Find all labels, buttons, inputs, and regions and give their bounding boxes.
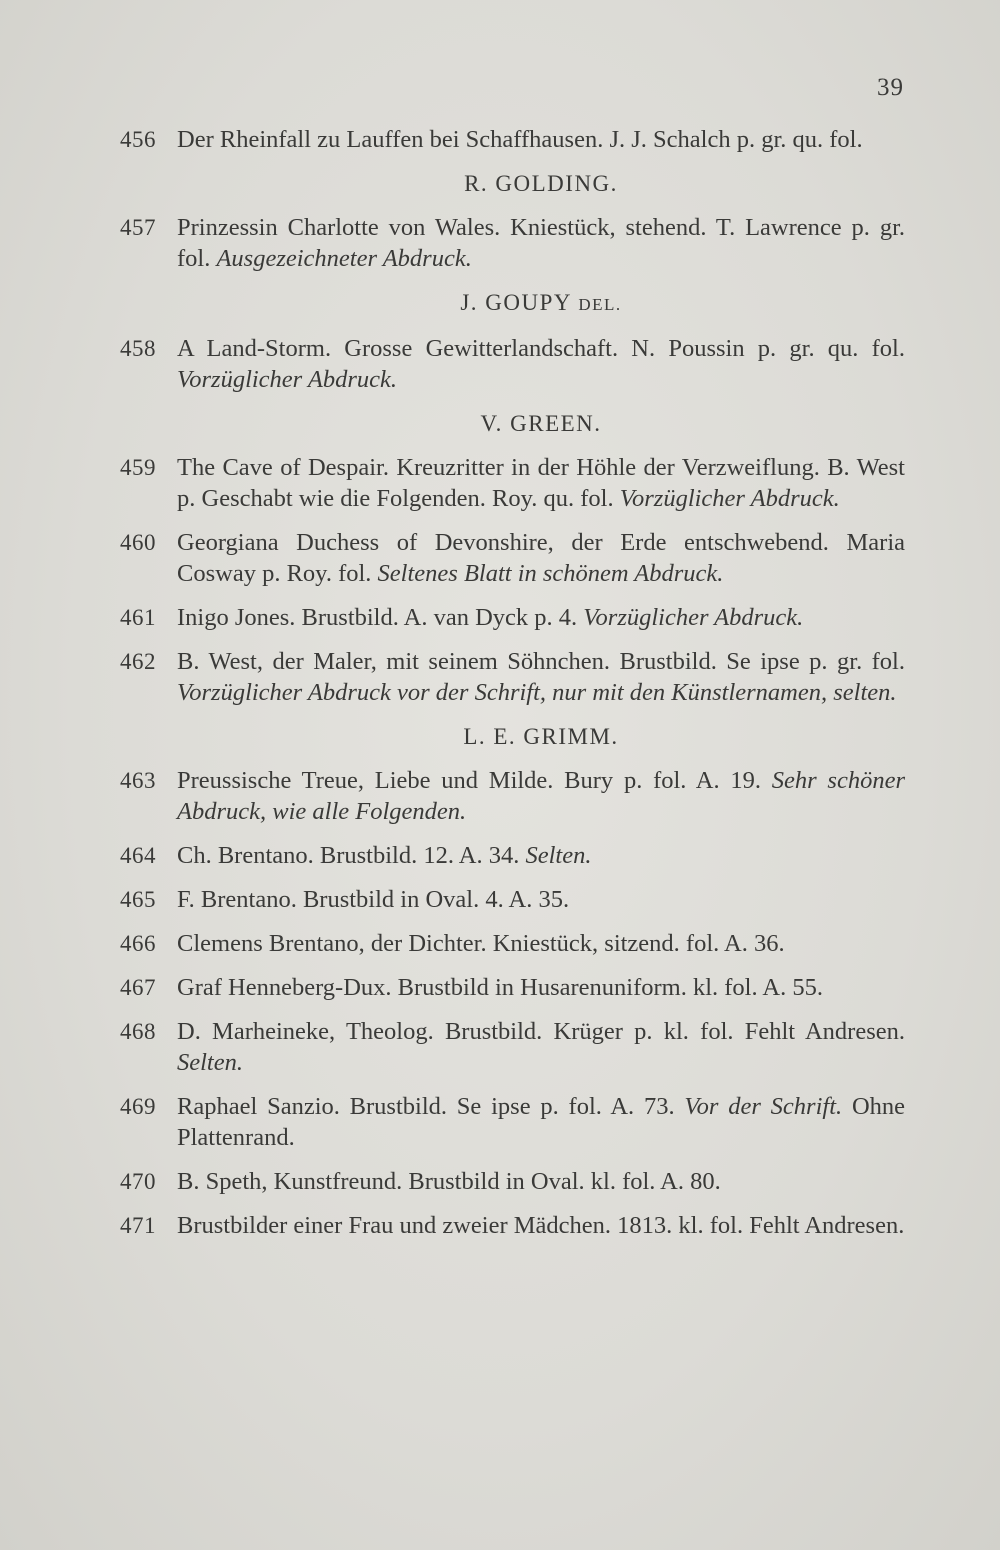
- entry-number: 466: [120, 931, 156, 956]
- catalog-entry: [120, 928, 905, 959]
- entry-number: 460: [120, 530, 156, 555]
- page-number: 39: [877, 74, 904, 101]
- catalog-entry: [120, 840, 905, 871]
- artist-heading-suffix: DEL.: [578, 295, 622, 314]
- catalog-entry: [120, 1210, 905, 1241]
- entry-text: Preussische Treue, Liebe und Milde. Bury p. fol. A. 19.: [177, 767, 761, 794]
- entry-tail: Ohne Plattenrand.: [177, 1093, 906, 1151]
- entry-text: Ch. Brentano. Brustbild. 12. A. 34.: [177, 842, 520, 869]
- entry-note: Vorzüglicher Abdruck vor der Schrift, nur mit den Künstlernamen, selten.: [177, 679, 897, 706]
- entry-number: 461: [120, 605, 156, 630]
- entry-note: Vor der Schrift.: [684, 1093, 843, 1120]
- entry-number: 458: [120, 336, 156, 361]
- entry-note: Sehr schöner Abdruck, wie alle Folgenden.: [177, 767, 905, 825]
- entry-text: Brustbilder einer Frau und zweier Mädchen. 1813. kl. fol. Fehlt Andresen.: [177, 1212, 905, 1239]
- catalog-entry: [120, 1166, 905, 1197]
- catalog-entry: [120, 646, 905, 708]
- catalog-entry: [120, 972, 905, 1003]
- entry-note: Selten.: [525, 842, 592, 869]
- entry-text: The Cave of Despair. Kreuzritter in der Höhle der Verzweiflung. B. West p. Geschabt wie die Folgenden. Roy. qu. fol.: [177, 454, 905, 512]
- catalog-list: [120, 124, 905, 1254]
- entry-number: 468: [120, 1019, 156, 1044]
- entry-number: 463: [120, 768, 156, 793]
- catalog-entry: [120, 452, 905, 514]
- entry-number: 470: [120, 1169, 156, 1194]
- catalog-entry: [120, 602, 905, 633]
- entry-text: Inigo Jones. Brustbild. A. van Dyck p. 4.: [177, 604, 578, 631]
- entry-text: B. West, der Maler, mit seinem Söhnchen. Brustbild. Se ipse p. gr. fol.: [177, 648, 905, 675]
- catalog-entry: [120, 1091, 905, 1153]
- entry-number: 456: [120, 127, 156, 152]
- entry-number: 469: [120, 1094, 156, 1119]
- entry-note: Seltenes Blatt in schönem Abdruck.: [377, 560, 724, 587]
- artist-heading: V. GREEN.: [480, 411, 602, 436]
- entry-note: Vorzüglicher Abdruck.: [619, 485, 840, 512]
- entry-number: 457: [120, 215, 156, 240]
- entry-text: F. Brentano. Brustbild in Oval. 4. A. 35.: [177, 886, 570, 913]
- entry-text: D. Marheineke, Theolog. Brustbild. Krüger p. kl. fol. Fehlt Andresen.: [177, 1018, 905, 1045]
- entry-text: B. Speth, Kunstfreund. Brustbild in Oval. kl. fol. A. 80.: [177, 1168, 721, 1195]
- entry-number: 465: [120, 887, 156, 912]
- catalog-entry: [120, 765, 905, 827]
- entry-text: Georgiana Duchess of Devonshire, der Erde entschwebend. Maria Cosway p. Roy. fol.: [177, 529, 905, 587]
- catalog-entry: [120, 1016, 905, 1078]
- catalog-entry: [120, 884, 905, 915]
- entry-number: 471: [120, 1213, 156, 1238]
- entry-number: 462: [120, 649, 156, 674]
- entry-text: Clemens Brentano, der Dichter. Kniestück, sitzend. fol. A. 36.: [177, 930, 785, 957]
- entry-note: Vorzüglicher Abdruck.: [583, 604, 804, 631]
- entry-text: A Land-Storm. Grosse Gewitterlandschaft. N. Poussin p. gr. qu. fol.: [177, 335, 905, 362]
- artist-heading-name: J. GOUPY: [460, 290, 572, 315]
- catalog-entry: [120, 333, 905, 395]
- entry-text: Raphael Sanzio. Brustbild. Se ipse p. fol. A. 73.: [177, 1093, 675, 1120]
- entry-text: Der Rheinfall zu Lauffen bei Schaffhausen. J. J. Schalch p. gr. qu. fol.: [177, 126, 863, 153]
- artist-heading: R. GOLDING.: [464, 171, 618, 196]
- catalog-entry: [120, 527, 905, 589]
- artist-heading: L. E. GRIMM.: [463, 724, 619, 749]
- artist-heading: [120, 287, 905, 320]
- entry-note: Selten.: [177, 1049, 243, 1076]
- catalog-entry: [120, 124, 905, 155]
- entry-number: 467: [120, 975, 156, 1000]
- entry-note: Ausgezeichneter Abdruck.: [216, 245, 472, 272]
- entry-note: Vorzüglicher Abdruck.: [177, 366, 398, 393]
- entry-number: 459: [120, 455, 156, 480]
- catalog-entry: [120, 212, 905, 274]
- entry-text: Graf Henneberg-Dux. Brustbild in Husarenuniform. kl. fol. A. 55.: [177, 974, 823, 1001]
- entry-text: Prinzessin Charlotte von Wales. Kniestück, stehend. T. Lawrence p. gr. fol.: [177, 214, 905, 272]
- entry-number: 464: [120, 843, 156, 868]
